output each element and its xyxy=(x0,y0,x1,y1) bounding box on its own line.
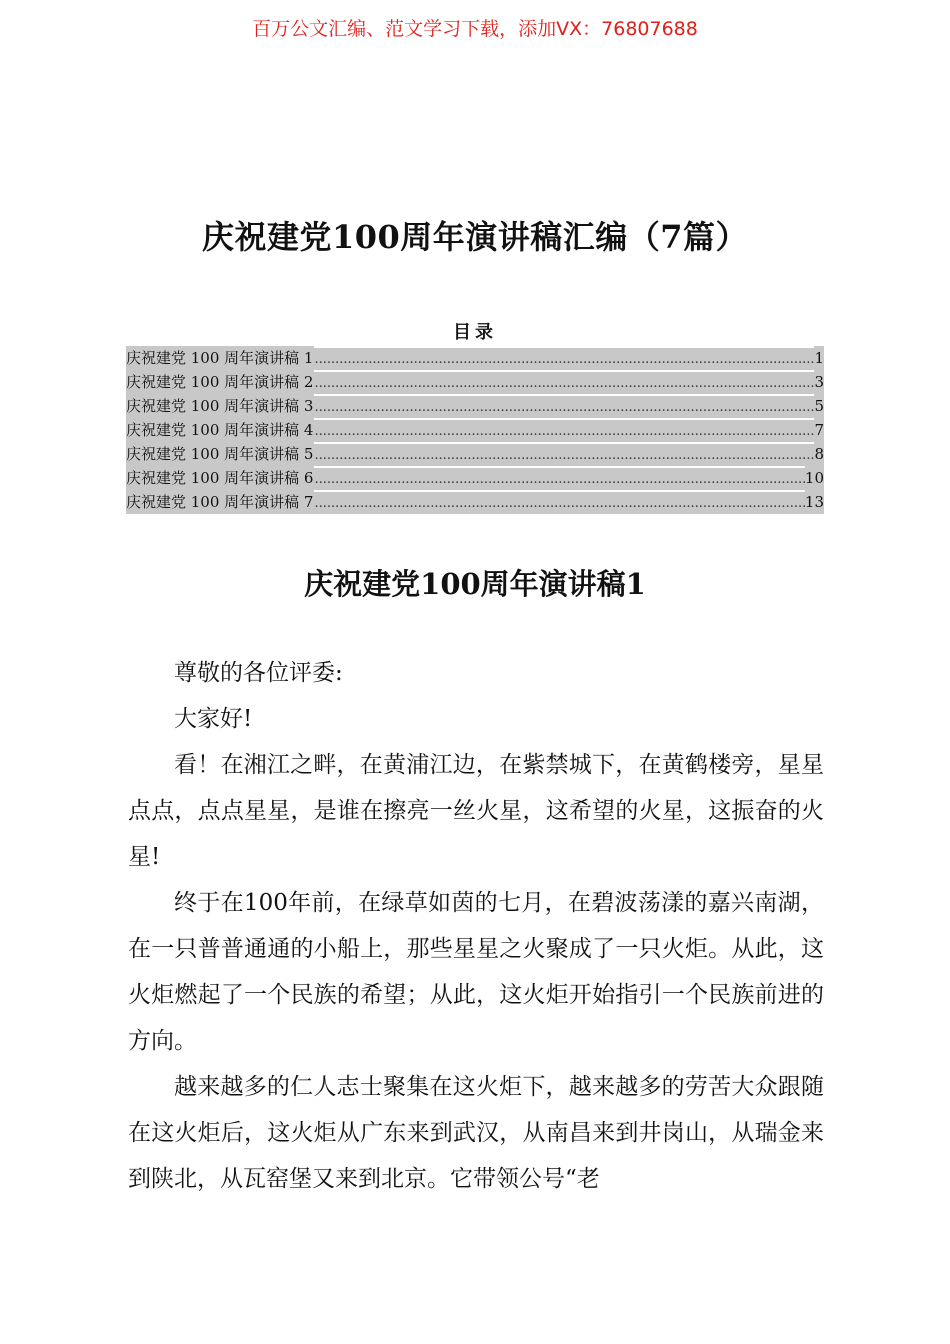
toc-leader-dots xyxy=(314,348,814,370)
document-title: 庆祝建党100周年演讲稿汇编（7篇） xyxy=(201,218,749,256)
toc-entry-title: 庆祝建党 100 周年演讲稿 1 xyxy=(126,346,314,370)
toc-leader-dots xyxy=(314,420,814,442)
toc-leader-dots xyxy=(314,444,814,466)
toc-entry-page: 8 xyxy=(814,442,824,466)
toc-entry-2[interactable] xyxy=(126,370,824,394)
toc-entry-title: 庆祝建党 100 周年演讲稿 3 xyxy=(126,394,314,418)
paragraph: 越来越多的仁人志士聚集在这火炬下，越来越多的劳苦大众跟随在这火炬后，这火炬从广东来到武汉，从南昌来到井岗山，从瑞金来到陕北，从瓦窑堡又来到北京。它带领公号“老 xyxy=(128,1074,824,1192)
toc-entry-page: 7 xyxy=(814,418,824,442)
toc-entry-page: 1 xyxy=(814,346,824,370)
section-title: 庆祝建党100周年演讲稿1 xyxy=(304,567,646,601)
paragraph: 大家好! xyxy=(174,706,253,732)
toc-entry-5[interactable] xyxy=(126,442,824,466)
toc-entry-title: 庆祝建党 100 周年演讲稿 7 xyxy=(126,490,314,514)
toc-leader-dots xyxy=(314,492,804,514)
paragraph: 看！在湘江之畔，在黄浦江边，在紫禁城下，在黄鹤楼旁，星星点点，点点星星，是谁在擦亮一丝火星，这希望的火星，这振奋的火星! xyxy=(128,752,824,870)
toc-entry-page: 13 xyxy=(805,490,824,514)
toc-leader-dots xyxy=(314,396,814,418)
toc-entry-title: 庆祝建党 100 周年演讲稿 2 xyxy=(126,370,314,394)
toc-entry-title: 庆祝建党 100 周年演讲稿 6 xyxy=(126,466,314,490)
table-of-contents xyxy=(126,346,824,514)
toc-entry-title: 庆祝建党 100 周年演讲稿 5 xyxy=(126,442,314,466)
toc-leader-dots xyxy=(314,372,814,394)
toc-entry-4[interactable] xyxy=(126,418,824,442)
header-banner: 百万公文汇编、范文学习下载，添加VX：76807688 xyxy=(252,18,698,40)
paragraph: 终于在100年前，在绿草如茵的七月，在碧波荡漾的嘉兴南湖，在一只普普通通的小船上，那些星星之火聚成了一只火炬。从此，这火炬燃起了一个民族的希望；从此，这火炬开始指引一个民族前进的方向。 xyxy=(128,890,824,1054)
toc-heading: 目录 xyxy=(453,322,497,343)
toc-entry-3[interactable] xyxy=(126,394,824,418)
toc-entry-1[interactable] xyxy=(126,346,824,370)
toc-entry-page: 10 xyxy=(805,466,824,490)
paragraph: 尊敬的各位评委: xyxy=(174,660,343,686)
speech-body xyxy=(128,650,824,1202)
toc-entry-7[interactable] xyxy=(126,490,824,514)
toc-entry-title: 庆祝建党 100 周年演讲稿 4 xyxy=(126,418,314,442)
toc-leader-dots xyxy=(314,468,804,490)
toc-entry-6[interactable] xyxy=(126,466,824,490)
toc-entry-page: 5 xyxy=(814,394,824,418)
toc-entry-page: 3 xyxy=(814,370,824,394)
